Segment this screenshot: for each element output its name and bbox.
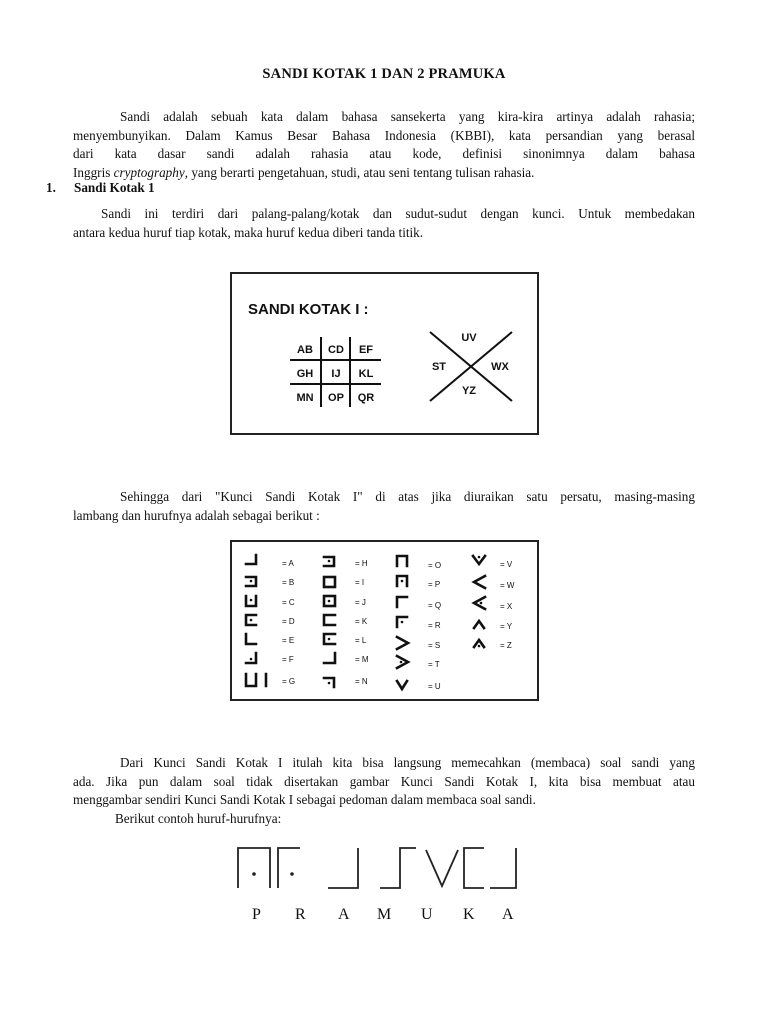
intro-line-4-pre: Inggris (73, 164, 114, 180)
example-glyph-a2 (490, 848, 516, 888)
grid-cell-ab: AB (297, 344, 313, 356)
symbol-y (474, 621, 484, 628)
x-cell-st: ST (431, 361, 447, 373)
para2-line-1: Sandi ini terdiri dari palang-palang/kotak dan sudut-sudut dengan kunci. Untuk membedakan (101, 206, 695, 221)
example-letter-k: K (463, 906, 475, 923)
key-figure (230, 272, 539, 435)
symbol-t (397, 656, 408, 668)
x-cell-wx: WX (491, 361, 509, 373)
symbol-i (324, 577, 335, 587)
label-s: = S (428, 641, 441, 650)
example-letter-a2: A (502, 906, 514, 923)
section-title: Sandi Kotak 1 (74, 180, 155, 195)
intro-line-4 (73, 164, 695, 183)
label-n: = N (355, 677, 368, 686)
label-f: = F (282, 655, 294, 664)
symbol-o (397, 556, 407, 566)
label-h: = H (355, 559, 368, 568)
symbol-a (246, 555, 256, 564)
grid-cell-kl: KL (358, 368, 374, 380)
intro-paragraph (73, 108, 695, 182)
para4-line-4: Berikut contoh huruf-hurufnya: (115, 810, 282, 826)
grid-cell-op: OP (328, 392, 344, 404)
key-figure-heading: SANDI KOTAK I : (248, 301, 369, 318)
example-letter-a: A (338, 906, 350, 923)
symbol-x (474, 597, 485, 609)
label-m: = M (355, 655, 369, 664)
example-glyph-u (426, 850, 458, 886)
para4-line-1: Dari Kunci Sandi Kotak I itulah kita bisa langsung memecahkan (membaca) soal sandi yang (120, 755, 695, 770)
label-x: = X (500, 602, 513, 611)
example-dot-p (252, 872, 256, 876)
grid-cell-qr: QR (357, 392, 375, 404)
example-glyph-a (328, 848, 358, 888)
grid-cell-gh: GH (296, 368, 314, 380)
symbol-g (246, 674, 266, 686)
label-e: = E (282, 636, 295, 645)
symbol-q (397, 597, 407, 607)
label-j: = J (355, 598, 366, 607)
intro-line-2: menyembunyikan. Dalam Kamus Besar Bahasa Indonesia (KBBI), kata persandian yang berasal (73, 127, 695, 143)
symbol-s (397, 637, 408, 649)
symbol-w (474, 576, 485, 588)
example-glyph-m (380, 848, 416, 888)
pramuka-cipher-example (230, 840, 530, 900)
label-i: = I (355, 578, 365, 587)
label-c: = C (282, 598, 295, 607)
sandi-kotak-description (73, 205, 695, 242)
intro-line-3: dari kata dasar sandi adalah rahasia atau kode, definisi sinonimnya dalam bahasa (73, 146, 695, 161)
example-glyph-p (238, 848, 270, 888)
document-title: SANDI KOTAK 1 DAN 2 PRAMUKA (262, 66, 506, 82)
para2-line-2: antara kedua huruf tiap kotak, maka huruf kedua diberi tanda titik. (73, 224, 424, 240)
label-w: = W (500, 581, 515, 590)
symbol-u (397, 681, 407, 689)
label-l: = L (355, 636, 367, 645)
label-b: = B (282, 578, 295, 587)
key-figure-drawing (232, 274, 537, 433)
section-number: 1. (46, 180, 56, 195)
grid-cell-cd: CD (328, 344, 344, 356)
intro-emphasis: cryptography (113, 164, 185, 180)
example-letter-u: U (421, 906, 433, 923)
intro-line-1: Sandi adalah sebuah kata dalam bahasa sansekerta yang kira-kira artinya adalah rahasia; (120, 109, 695, 124)
example-letter-r: R (295, 906, 306, 923)
x-cell-uv: UV (461, 332, 477, 344)
example-dot-r (290, 872, 294, 876)
cipher-intro-paragraph (73, 488, 695, 525)
cipher-symbols (232, 542, 537, 699)
cipher-table (230, 540, 539, 701)
section-1-heading (46, 180, 155, 196)
intro-line-4-post: , yang berarti pengetahuan, studi, atau seni tentang tulisan rahasia. (184, 164, 535, 180)
symbol-m (324, 653, 335, 663)
label-k: = K (355, 617, 368, 626)
label-p: = P (428, 580, 441, 589)
grid-cell-mn: MN (296, 392, 314, 404)
label-d: = D (282, 617, 295, 626)
x-cell-yz: YZ (461, 385, 477, 397)
para3-line-2: lambang dan hurufnya adalah sebagai berikut : (73, 507, 320, 523)
label-v: = V (500, 560, 513, 569)
label-u: = U (428, 682, 441, 691)
label-a: = A (282, 559, 294, 568)
grid-cell-ij: IJ (331, 368, 341, 380)
label-r: = R (428, 621, 441, 630)
para3-line-1: Sehingga dari "Kunci Sandi Kotak I" di atas jika diuraikan satu persatu, masing-masing (120, 489, 695, 504)
para4-line-3: menggambar sendiri Kunci Sandi Kotak I sebagai pedoman dalam membaca soal sandi. (73, 792, 536, 807)
grid-cell-ef: EF (358, 344, 374, 356)
label-q: = Q (428, 601, 442, 610)
label-y: = Y (500, 622, 513, 631)
example-letter-p: P (252, 906, 261, 923)
symbol-e (246, 634, 256, 644)
label-o: = O (428, 561, 442, 570)
label-t: = T (428, 660, 440, 669)
decoding-paragraph (73, 754, 695, 828)
example-glyph-r (278, 848, 300, 888)
label-z: = Z (500, 641, 512, 650)
symbol-k (324, 615, 335, 625)
example-glyph-k (464, 848, 484, 888)
para4-line-2: ada. Jika pun dalam soal tidak disertakan gambar Kunci Sandi Kotak I, kita bisa membuat atau (73, 773, 695, 789)
example-letter-m: M (377, 906, 392, 923)
label-g: = G (282, 677, 296, 686)
